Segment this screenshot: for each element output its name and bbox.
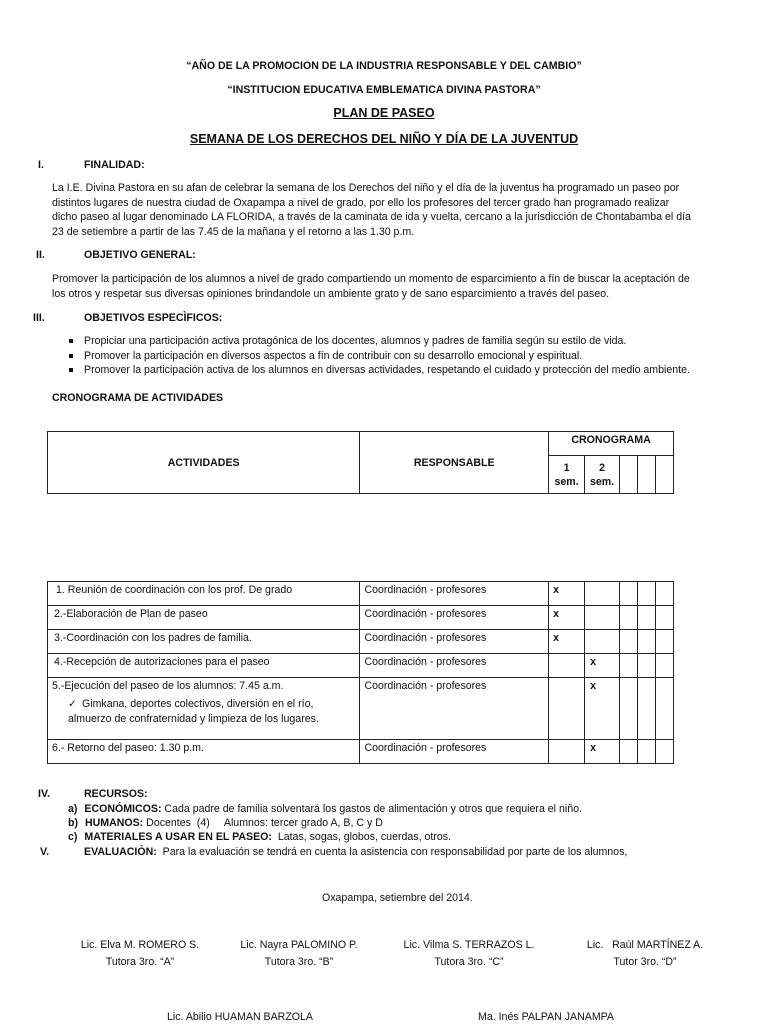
resource-materials: c) MATERIALES A USAR EN EL PASEO: Latas, sogas, globos, cuerdas, otros. [68, 831, 451, 843]
signature-tutor-c: Lic. Vilma S. TERRAZOS L. Tutora 3ro. “C” [403, 939, 535, 968]
section-1-paragraph [52, 181, 716, 239]
section-3-title: OBJETIVOS ESPECÌFICOS: [84, 312, 223, 324]
paragraph-line: Promover la participación de los alumnos a nivel de grado compartiendo un momento de esparcimiento a fín de buscar la aceptación de [52, 273, 690, 285]
list-item: Promover la participación en diversos aspectos a fín de contribuir con su desarrollo emocional y espiritual. [68, 349, 690, 364]
table-row [48, 606, 674, 630]
paragraph-line: La I.E. Divina Pastora en su afan de celebrar la semana de los Derechos del niño y el día de la juventus ha programado un paseo por [52, 182, 680, 194]
section-4-title: RECURSOS: [84, 788, 148, 800]
signature-director: Lic. Abilio HUAMAN BARZOLA [167, 1011, 313, 1023]
section-4-number: IV. [38, 788, 50, 800]
activity-title: 5.-Ejecución del paseo de los alumnos: 7.45 a.m. [52, 680, 284, 692]
signature-tutor-b: Lic. Nayra PALOMINO P. Tutora 3ro. “B” [240, 939, 358, 968]
section-2-number: II. [36, 249, 45, 261]
activity-cell: 1. Reunión de coordinación con los prof. De grado [48, 582, 360, 606]
empty-cell [637, 456, 655, 494]
week-2-header: 2 sem. [585, 456, 620, 494]
week-2-mark: x [585, 740, 620, 764]
week-1-mark: x [549, 606, 585, 630]
table-row [48, 678, 674, 740]
signature-tutor-a: Lic. Elva M. ROMERO S. Tutora 3ro. “A” [80, 939, 200, 968]
section-2-paragraph [52, 272, 716, 301]
resource-economic: a) ECONÓMICOS: Cada padre de familia solventará los gastos de alimentación y otros que requiera el niño. [68, 803, 582, 815]
week-1-mark [549, 740, 585, 764]
responsible-cell: Coordinación - profesores [360, 678, 549, 740]
table-row [48, 654, 674, 678]
signature-tutor-d: Lic. Raúl MARTÍNEZ A. Tutor 3ro. “D” [586, 939, 704, 968]
section-3-number: III. [33, 312, 45, 324]
week-2-mark [585, 630, 620, 654]
activities-table [47, 581, 674, 764]
institution-name: “INSTITUCION EDUCATIVA EMBLEMATICA DIVINA PASTORA” [227, 84, 541, 96]
signature-subdirector: Ma. Inés PALPAN JANAMPA [478, 1011, 614, 1023]
week-1-mark: x [549, 582, 585, 606]
paragraph-line: distintos lugares de nuestra ciudad de Oxapampa a nivel de grado, por ello los profesores del tercer grado han programado realizar [52, 196, 670, 209]
paragraph-line: los otros y respetar sus diversas opiniones brindandole un ambiente grato y de sano esparcimiento a través del paseo. [52, 287, 610, 300]
responsible-cell: Coordinación - profesores [360, 654, 549, 678]
week-2-mark [585, 582, 620, 606]
empty-cell [655, 456, 673, 494]
responsible-cell: Coordinación - profesores [360, 606, 549, 630]
schedule-header-table [47, 431, 674, 494]
table-row [48, 630, 674, 654]
section-2-title: OBJETIVO GENERAL: [84, 249, 196, 261]
activity-cell: 4.-Recepción de autorizaciones para el paseo [48, 654, 360, 678]
activity-cell [48, 678, 360, 740]
cronograma-header: CRONOGRAMA [549, 432, 674, 456]
week-1-header: 1 sem. [549, 456, 585, 494]
responsible-cell: Coordinación - profesores [360, 740, 549, 764]
empty-cell [620, 456, 638, 494]
evaluation-text: EVALUACIÒN: Para la evaluación se tendrá en cuenta la asistencia con responsabilidad por parte de los alumnos, [84, 846, 628, 858]
responsible-header: RESPONSABLE [360, 432, 549, 494]
cronograma-title: CRONOGRAMA DE ACTIVIDADES [52, 392, 224, 404]
list-item: Promover la participación activa de los alumnos en diversas actividades, respetando el cuidado y protección del medio ambiente. [68, 363, 690, 378]
plan-title: PLAN DE PASEO [333, 106, 435, 120]
resource-human: b) HUMANOS: Docentes (4) Alumnos: tercer grado A, B, C y D [68, 817, 383, 829]
week-1-mark [549, 654, 585, 678]
activity-detail: ✓ Gimkana, deportes colectivos, diversión en el río, almuerzo de confraternidad y limpieza de los lugares. [68, 698, 319, 725]
activity-cell: 6.- Retorno del paseo: 1.30 p.m. [48, 740, 360, 764]
year-motto: “AÑO DE LA PROMOCION DE LA INDUSTRIA RESPONSABLE Y DEL CAMBIO” [186, 60, 582, 72]
objectives-list [68, 334, 690, 378]
week-1-mark [549, 678, 585, 740]
week-2-mark: x [585, 654, 620, 678]
paragraph-line: 23 de setiembre a partir de las 7.45 de la mañana y el retorno a las 1.30 p.m. [52, 225, 415, 238]
table-row [48, 582, 674, 606]
section-5-number: V. [40, 846, 50, 858]
activity-cell: 3.-Coordinación con los padres de familia. [48, 630, 360, 654]
paragraph-line: dicho paseo al lugar denominado LA FLORIDA, a través de la caminata de ida y vuelta, cercano a la jurisdicción de Chontabamba el día [52, 211, 691, 224]
week-2-mark: x [585, 678, 620, 740]
place-date: Oxapampa, setiembre del 2014. [322, 892, 473, 904]
activity-cell: 2.-Elaboración de Plan de paseo [48, 606, 360, 630]
activities-header: ACTIVIDADES [48, 432, 360, 494]
checkmark-icon: ✓ [68, 698, 77, 710]
week-2-mark [585, 606, 620, 630]
section-1-title: FINALIDAD: [84, 159, 145, 171]
table-row [48, 740, 674, 764]
list-item: Propiciar una participación activa protagónica de los docentes, alumnos y padres de familia según su estilo de vida. [68, 334, 690, 349]
section-1-number: I. [38, 159, 44, 171]
responsible-cell: Coordinación - profesores [360, 630, 549, 654]
responsible-cell: Coordinación - profesores [360, 582, 549, 606]
week-1-mark: x [549, 630, 585, 654]
plan-subtitle: SEMANA DE LOS DERECHOS DEL NIÑO Y DÍA DE LA JUVENTUD [189, 132, 579, 146]
